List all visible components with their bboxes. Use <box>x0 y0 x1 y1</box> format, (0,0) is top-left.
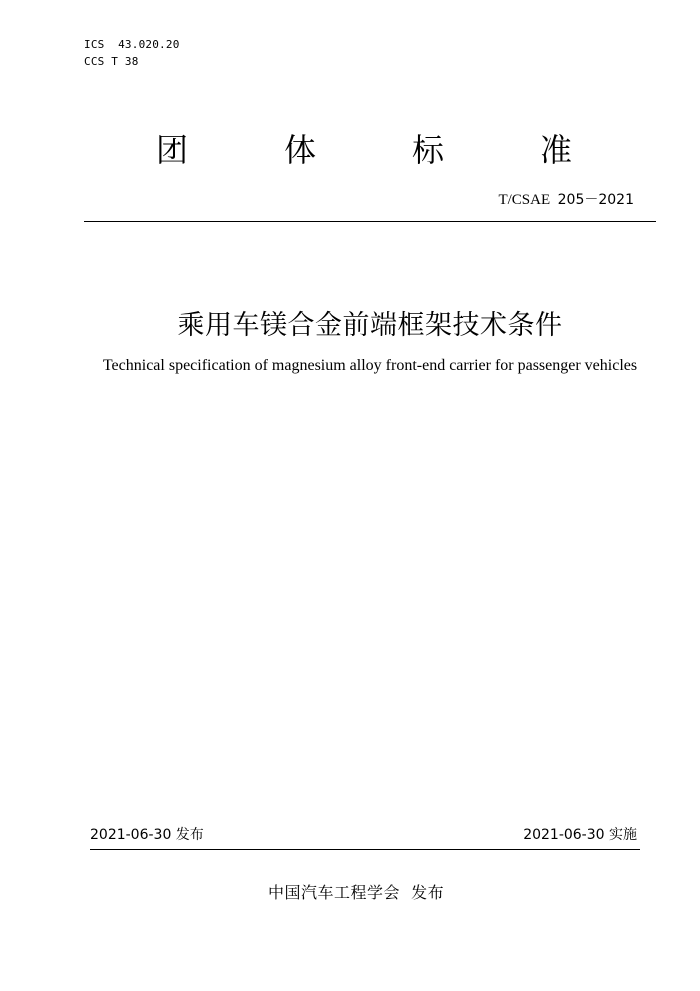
standard-number-value: 205－2021 <box>557 192 634 208</box>
ics-code: ICS 43.020.20 <box>84 38 180 51</box>
implement-date: 2021-06-30 实施 <box>523 827 637 843</box>
standard-type-heading <box>84 128 656 174</box>
footer-divider <box>90 849 640 850</box>
publish-date: 2021-06-30 发布 <box>90 827 204 843</box>
classification-codes <box>84 36 180 70</box>
title-english: Technical specification of magnesium alloy front-end carrier for passenger vehicles <box>102 357 638 374</box>
heading-char: 标 <box>412 131 445 169</box>
heading-char: 准 <box>540 131 573 169</box>
header-divider <box>84 221 656 222</box>
heading-char: 体 <box>284 131 317 169</box>
publisher: 中国汽车工程学会 发布 <box>268 883 445 902</box>
heading-char: 团 <box>156 131 189 169</box>
standard-number-prefix: T/CSAE <box>498 192 558 208</box>
standard-number <box>498 190 634 210</box>
title-chinese: 乘用车镁合金前端框架技术条件 <box>177 310 563 341</box>
ccs-code: CCS T 38 <box>84 55 139 68</box>
